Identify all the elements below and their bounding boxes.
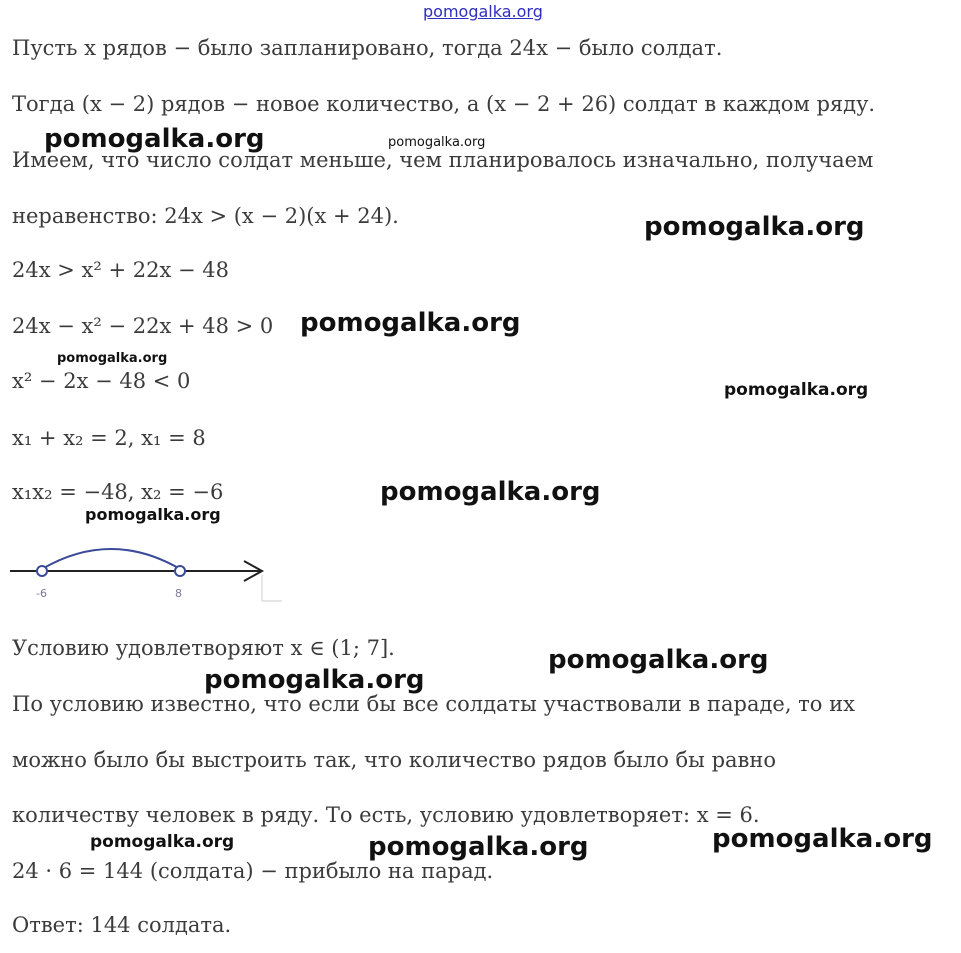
text-line-10: Условию удовлетворяют x ∈ (1; 7]. — [12, 636, 395, 660]
text-line-1: Пусть x рядов − было запланировано, тогда 24x − было солдат. — [12, 36, 723, 60]
number-line-diagram — [0, 535, 300, 610]
text-line-4: неравенство: 24x > (x − 2)(x + 24). — [12, 204, 399, 228]
watermark: pomogalka.org — [388, 135, 486, 150]
label-right: 8 — [175, 587, 182, 600]
watermark: pomogalka.org — [380, 477, 601, 507]
watermark: pomogalka.org — [44, 124, 265, 154]
answer-line: Ответ: 144 солдата. — [12, 913, 232, 937]
equation-line-5: 24x > x² + 22x − 48 — [12, 258, 229, 282]
watermark: pomogalka.org — [57, 351, 168, 366]
text-line-12: можно было бы выстроить так, что количество рядов было бы равно — [12, 748, 776, 772]
interval-arc — [42, 549, 180, 569]
equation-line-8: x₁ + x₂ = 2, x₁ = 8 — [12, 426, 206, 450]
label-left: -6 — [36, 587, 47, 600]
equation-line-7: x² − 2x − 48 < 0 — [12, 369, 191, 393]
equation-line-6: 24x − x² − 22x + 48 > 0 — [12, 314, 274, 338]
watermark: pomogalka.org — [85, 505, 221, 524]
text-line-2: Тогда (x − 2) рядов − новое количество, а (x − 2 + 26) солдат в каждом ряду. — [12, 92, 876, 116]
watermark: pomogalka.org — [300, 308, 521, 338]
watermark: pomogalka.org — [548, 645, 769, 675]
watermark: pomogalka.org — [724, 380, 869, 400]
watermark: pomogalka.org — [368, 832, 589, 862]
text-line-3: Имеем, что число солдат меньше, чем планировалось изначально, получаем — [12, 148, 874, 172]
watermark: pomogalka.org — [204, 665, 425, 695]
watermark-top: pomogalka.org — [423, 2, 543, 21]
watermark: pomogalka.org — [90, 832, 235, 852]
watermark: pomogalka.org — [712, 824, 933, 854]
watermark: pomogalka.org — [644, 212, 865, 242]
text-line-11: По условию известно, что если бы все солдаты участвовали в параде, то их — [12, 692, 855, 716]
point-left — [37, 566, 47, 576]
equation-line-9: x₁x₂ = −48, x₂ = −6 — [12, 480, 224, 504]
text-line-14: 24 · 6 = 144 (солдата) − прибыло на парад. — [12, 859, 494, 883]
text-line-13: количеству человек в ряду. То есть, условию удовлетворяет: x = 6. — [12, 803, 760, 827]
point-right — [175, 566, 185, 576]
